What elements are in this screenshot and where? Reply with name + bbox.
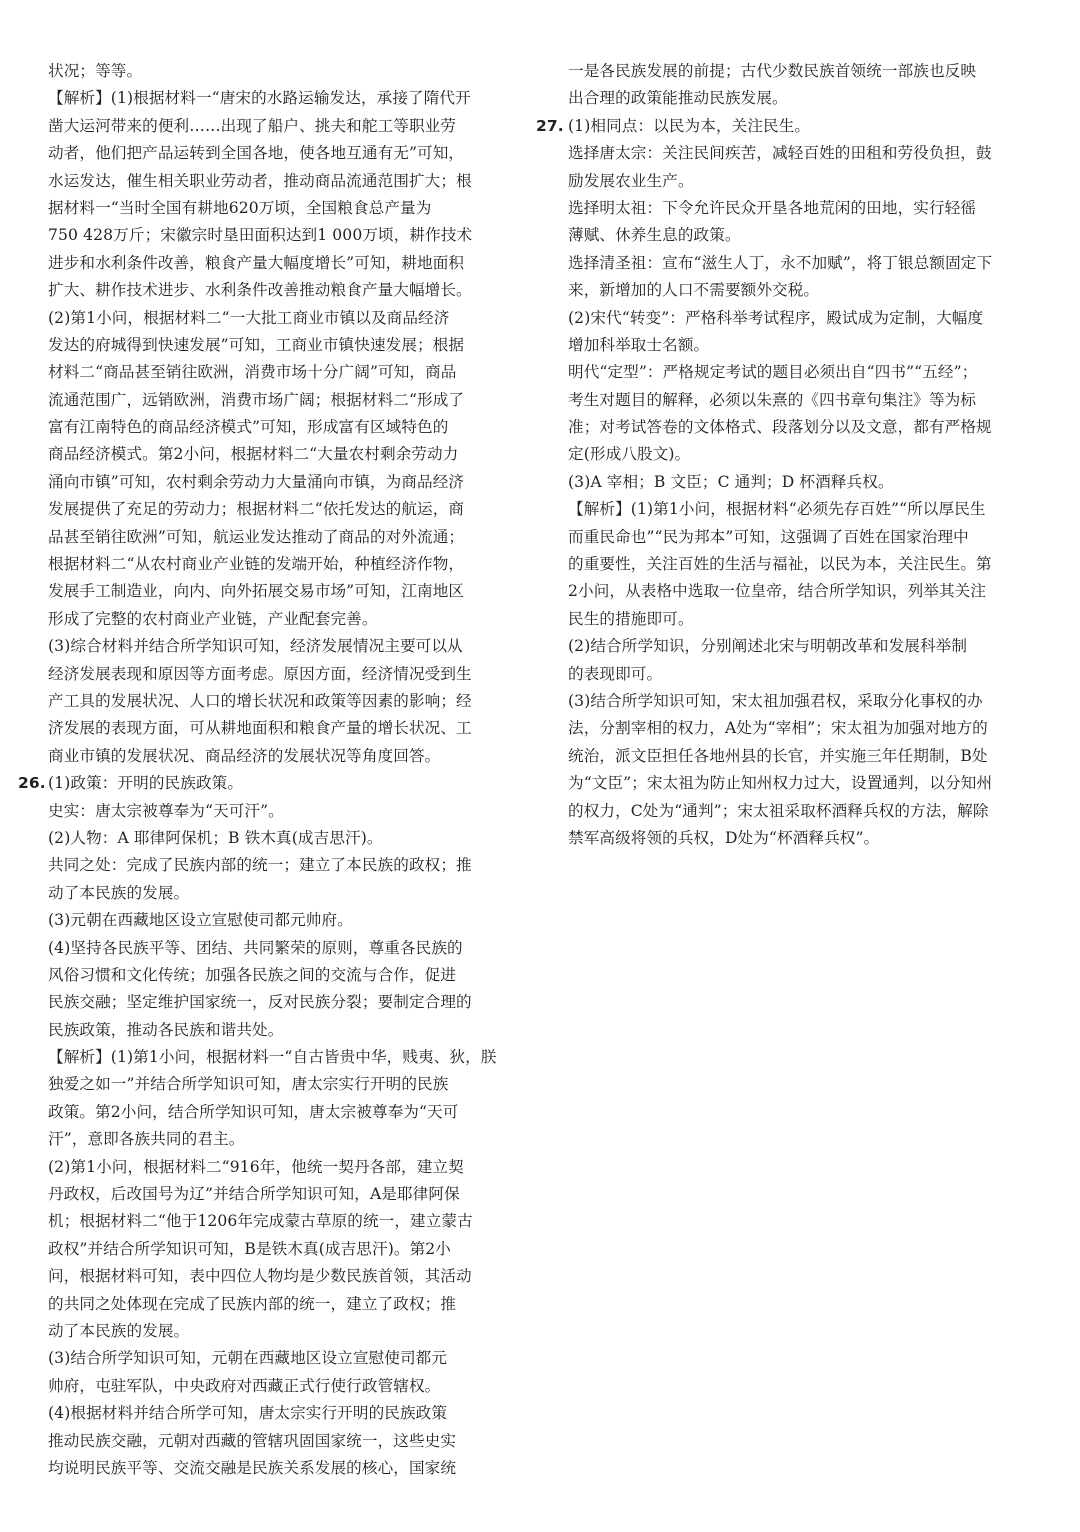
line-text: 2小问，从表格中选取一位皇帝，结合所学知识，列举其关注	[568, 582, 987, 601]
line-text: 准；对考试答卷的文体格式、段落划分以及文意，都有严格规	[568, 418, 992, 437]
line-text: 机；根据材料二“他于1206年完成蒙古草原的统一，建立蒙古	[48, 1212, 473, 1231]
text-line	[48, 414, 490, 441]
text-line	[48, 469, 490, 496]
line-text: 富有江南特色的商品经济模式”可知，形成富有区域特色的	[48, 418, 449, 437]
text-line	[568, 798, 1008, 825]
question-number: 27.	[536, 116, 564, 135]
line-text: (2)宋代“转变”：严格科举考试程序，殿试成为定制，大幅度	[568, 308, 984, 327]
text-line	[48, 1071, 490, 1098]
line-text: 汗”，意即各族共同的君主。	[48, 1130, 245, 1149]
question-number: 26.	[18, 774, 46, 793]
text-line	[568, 222, 1008, 249]
text-line	[48, 359, 490, 386]
line-text: 共同之处：完成了民族内部的统一；建立了本民族的政权；推	[48, 856, 472, 875]
line-text: 材料二“商品甚至销往欧洲，消费市场十分广阔”可知，商品	[48, 363, 457, 382]
text-line	[568, 387, 1008, 414]
line-text: 的重要性，关注百姓的生活与福祉，以民为本，关注民生。第	[568, 555, 992, 574]
line-text: (1)政策：开明的民族政策。	[48, 774, 244, 793]
text-line	[568, 469, 1008, 496]
line-text: 产工具的发展状况、人口的增长状况和政策等因素的影响；经	[48, 691, 472, 710]
line-text: 形成了完整的农村商业产业链，产业配套完善。	[48, 609, 378, 628]
line-text: 问，根据材料可知，表中四位人物均是少数民族首领，其活动	[48, 1267, 472, 1286]
text-line	[18, 770, 490, 797]
line-text: 动了本民族的发展。	[48, 1321, 190, 1340]
text-line	[568, 578, 1008, 605]
line-text: 政策。第2小问，结合所学知识可知，唐太宗被尊奉为“天可	[48, 1102, 459, 1121]
line-text: 薄赋、休养生息的政策。	[568, 226, 741, 245]
line-text: 选择明太祖：下令允许民众开垦各地荒闲的田地，实行轻徭	[568, 198, 977, 217]
text-line	[536, 113, 1008, 140]
line-text: (4)根据材料并结合所学可知，唐太宗实行开明的民族政策	[48, 1404, 448, 1423]
text-line	[568, 688, 1008, 715]
text-line	[48, 743, 490, 770]
text-line	[568, 277, 1008, 304]
line-text: 民族交融；坚定维护国家统一，反对民族分裂；要制定合理的	[48, 993, 472, 1012]
text-line	[48, 305, 490, 332]
text-line	[48, 551, 490, 578]
line-text: 的权力，C处为“通判”；宋太祖采取杯酒释兵权的方法，解除	[568, 801, 989, 820]
line-text: 民生的措施即可。	[568, 609, 694, 628]
line-text: 为“文臣”；宋太祖为防止知州权力过大，设置通判，以分知州	[568, 774, 993, 793]
text-line	[568, 441, 1008, 468]
text-line	[48, 1373, 490, 1400]
text-line	[568, 168, 1008, 195]
text-line	[48, 907, 490, 934]
text-line	[568, 606, 1008, 633]
text-line	[48, 1318, 490, 1345]
text-line	[48, 1181, 490, 1208]
line-text: 的共同之处体现在完成了民族内部的统一，建立了政权；推	[48, 1294, 457, 1313]
text-line	[48, 880, 490, 907]
line-text: 一是各民族发展的前提；古代少数民族首领统一部族也反映	[568, 62, 977, 80]
text-line	[48, 1455, 490, 1482]
text-line	[48, 496, 490, 523]
line-text: (2)第1小问，根据材料二“916年，他统一契丹各部，建立契	[48, 1157, 464, 1176]
line-text: 统治，派文臣担任各地州县的长官，并实施三年任期制，B处	[568, 746, 988, 765]
line-text: 史实：唐太宗被尊奉为“天可汗”。	[48, 801, 284, 820]
text-line	[568, 140, 1008, 167]
line-text: 选择唐太宗：关注民间疾苦，减轻百姓的田租和劳役负担，鼓	[568, 144, 992, 163]
line-text: 商品经济模式。第2小问，根据材料二“大量农村剩余劳动力	[48, 445, 459, 464]
line-text: 品甚至销往欧洲”可知，航运业发达推动了商品的对外流通；	[48, 527, 465, 546]
text-line	[48, 332, 490, 359]
text-line	[48, 250, 490, 277]
line-text: 禁军高级将领的兵权，D处为“杯酒释兵权”。	[568, 828, 880, 847]
line-text: 独爱之如一”并结合所学知识可知，唐太宗实行开明的民族	[48, 1075, 449, 1094]
line-text: 水运发达，催生相关职业劳动者，推动商品流通范围扩大；根	[48, 171, 472, 190]
text-line	[568, 250, 1008, 277]
text-line	[568, 414, 1008, 441]
line-text: 增加科举取士名额。	[568, 335, 710, 354]
text-line	[568, 305, 1008, 332]
text-line	[48, 58, 490, 85]
line-text: 状况；等等。	[48, 62, 143, 80]
text-line	[48, 1017, 490, 1044]
line-text: 经济发展表现和原因等方面考虑。原因方面，经济情况受到生	[48, 664, 472, 683]
text-line	[48, 633, 490, 660]
line-text: 均说明民族平等、交流交融是民族关系发展的核心，国家统	[48, 1458, 457, 1477]
line-text: 商业市镇的发展状况、商品经济的发展状况等角度回答。	[48, 746, 441, 765]
line-text: 风俗习惯和文化传统；加强各民族之间的交流与合作，促进	[48, 965, 457, 984]
line-text: 发达的府城得到快速发展”可知，工商业市镇快速发展；根据	[48, 335, 465, 354]
line-text: 动者，他们把产品运转到全国各地，使各地互通有无”可知，	[48, 144, 465, 163]
line-text: 据材料一“当时全国有耕地620万顷，全国粮食总产量为	[48, 198, 432, 217]
text-line	[48, 277, 490, 304]
text-line	[568, 524, 1008, 551]
line-text: 来，新增加的人口不需要额外交税。	[568, 281, 820, 300]
line-text: 而重民命也”“民为邦本”可知，这强调了百姓在国家治理中	[568, 527, 969, 546]
line-text: (2)人物：A 耶律阿保机；B 铁木真(成吉思汗)。	[48, 828, 383, 847]
text-line	[568, 743, 1008, 770]
text-line	[568, 359, 1008, 386]
text-line	[568, 661, 1008, 688]
text-line	[568, 551, 1008, 578]
line-text: (3)结合所学知识可知，元朝在西藏地区设立宣慰使司都元	[48, 1349, 448, 1368]
text-line	[48, 441, 490, 468]
text-line	[48, 606, 490, 633]
text-line	[48, 1099, 490, 1126]
line-text: 动了本民族的发展。	[48, 883, 190, 902]
line-text: 帅府，屯驻军队，中央政府对西藏正式行使行政管辖权。	[48, 1376, 441, 1395]
text-line	[48, 168, 490, 195]
text-line	[568, 715, 1008, 742]
left-column	[18, 58, 497, 1482]
line-text: 的表现即可。	[568, 664, 663, 683]
line-text: 扩大、耕作技术进步、水利条件改善推动粮食产量大幅增长。	[48, 281, 472, 300]
line-text: 凿大运河带来的便利……出现了船户、挑夫和舵工等职业劳	[48, 116, 457, 135]
text-line	[48, 1154, 490, 1181]
line-text: (3)元朝在西藏地区设立宣慰使司都元帅府。	[48, 911, 353, 930]
text-line	[48, 1126, 490, 1153]
line-text: 考生对题目的解释，必须以朱熹的《四书章句集注》等为标	[568, 390, 977, 409]
line-text: 济发展的表现方面，可从耕地面积和粮食产量的增长状况、工	[48, 719, 472, 738]
text-line	[48, 688, 490, 715]
line-text: 发展提供了充足的劳动力；根据材料二“依托发达的航运，商	[48, 500, 465, 519]
line-text: 出合理的政策能推动民族发展。	[568, 89, 788, 108]
line-text: (2)第1小问，根据材料二“一大批工商业市镇以及商品经济	[48, 308, 450, 327]
text-line	[48, 85, 490, 112]
line-text: 推动民族交融，元朝对西藏的管辖巩固国家统一，这些史实	[48, 1431, 457, 1450]
line-text: 进步和水利条件改善，粮食产量大幅度增长”可知，耕地面积	[48, 253, 465, 272]
text-line	[48, 387, 490, 414]
line-text: (1)相同点：以民为本，关注民生。	[568, 116, 811, 135]
text-line	[568, 633, 1008, 660]
text-line	[48, 962, 490, 989]
text-line	[48, 140, 490, 167]
text-line	[48, 715, 490, 742]
line-text: (2)结合所学知识，分别阐述北宋与明朝改革和发展科举制	[568, 637, 968, 656]
line-text: 涌向市镇”可知，农村剩余劳动力大量涌向市镇，为商品经济	[48, 472, 465, 491]
text-line	[568, 58, 1008, 85]
text-line	[48, 989, 490, 1016]
line-text: 政权”并结合所学知识可知，B是铁木真(成吉思汗)。第2小	[48, 1239, 451, 1258]
text-line	[48, 1236, 490, 1263]
line-text: 选择清圣祖：宣布“滋生人丁，永不加赋”，将丁银总额固定下	[568, 253, 993, 272]
text-line	[48, 1263, 490, 1290]
text-line	[568, 332, 1008, 359]
line-text: 【解析】(1)第1小问，根据材料一“自古皆贵中华，贱夷、狄，朕	[48, 1048, 497, 1067]
line-text: 明代“定型”：严格规定考试的题目必须出自“四书”“五经”；	[568, 363, 978, 382]
line-text: 【解析】(1)第1小问，根据材料“必须先存百姓”“所以厚民生	[568, 500, 986, 519]
text-line	[48, 1291, 490, 1318]
text-line	[568, 85, 1008, 112]
line-text: 根据材料二“从农村商业产业链的发端开始，种植经济作物，	[48, 555, 465, 574]
text-line	[48, 852, 490, 879]
line-text: 民族政策，推动各民族和谐共处。	[48, 1020, 284, 1039]
line-text: 定(形成八股文)。	[568, 445, 691, 464]
text-line	[568, 825, 1008, 852]
text-line	[48, 113, 490, 140]
line-text: (3)结合所学知识可知，宋太祖加强君权，采取分化事权的办	[568, 691, 983, 710]
text-line	[568, 496, 1008, 523]
line-text: 励发展农业生产。	[568, 171, 694, 190]
line-text: 发展手工制造业，向内、向外拓展交易市场”可知，江南地区	[48, 582, 465, 601]
text-line	[48, 798, 490, 825]
line-text: (4)坚持各民族平等、团结、共同繁荣的原则，尊重各民族的	[48, 938, 463, 957]
text-line	[568, 195, 1008, 222]
text-line	[48, 1428, 490, 1455]
text-line	[48, 935, 490, 962]
text-line	[48, 524, 490, 551]
text-line	[48, 825, 490, 852]
line-text: (3)A 宰相；B 文臣；C 通判；D 杯酒释兵权。	[568, 472, 894, 491]
text-line	[48, 1400, 490, 1427]
line-text: 流通范围广，远销欧洲，消费市场广阔；根据材料二“形成了	[48, 390, 465, 409]
text-line	[48, 661, 490, 688]
right-column	[536, 58, 1008, 852]
text-line	[48, 1345, 490, 1372]
line-text: 750 428万斤；宋徽宗时垦田面积达到1 000万顷，耕作技术	[48, 226, 473, 245]
line-text: 法，分割宰相的权力，A处为“宰相”；宋太祖为加强对地方的	[568, 719, 988, 738]
text-line	[48, 1044, 497, 1071]
text-line	[48, 222, 490, 249]
text-line	[568, 770, 1008, 797]
line-text: (3)综合材料并结合所学知识可知，经济发展情况主要可以从	[48, 637, 463, 656]
text-line	[48, 578, 490, 605]
line-text: 丹政权，后改国号为辽”并结合所学知识可知，A是耶律阿保	[48, 1185, 460, 1204]
text-line	[48, 195, 490, 222]
text-line	[48, 1208, 490, 1235]
line-text: 【解析】(1)根据材料一“唐宋的水路运输发达，承接了隋代开	[48, 89, 471, 108]
